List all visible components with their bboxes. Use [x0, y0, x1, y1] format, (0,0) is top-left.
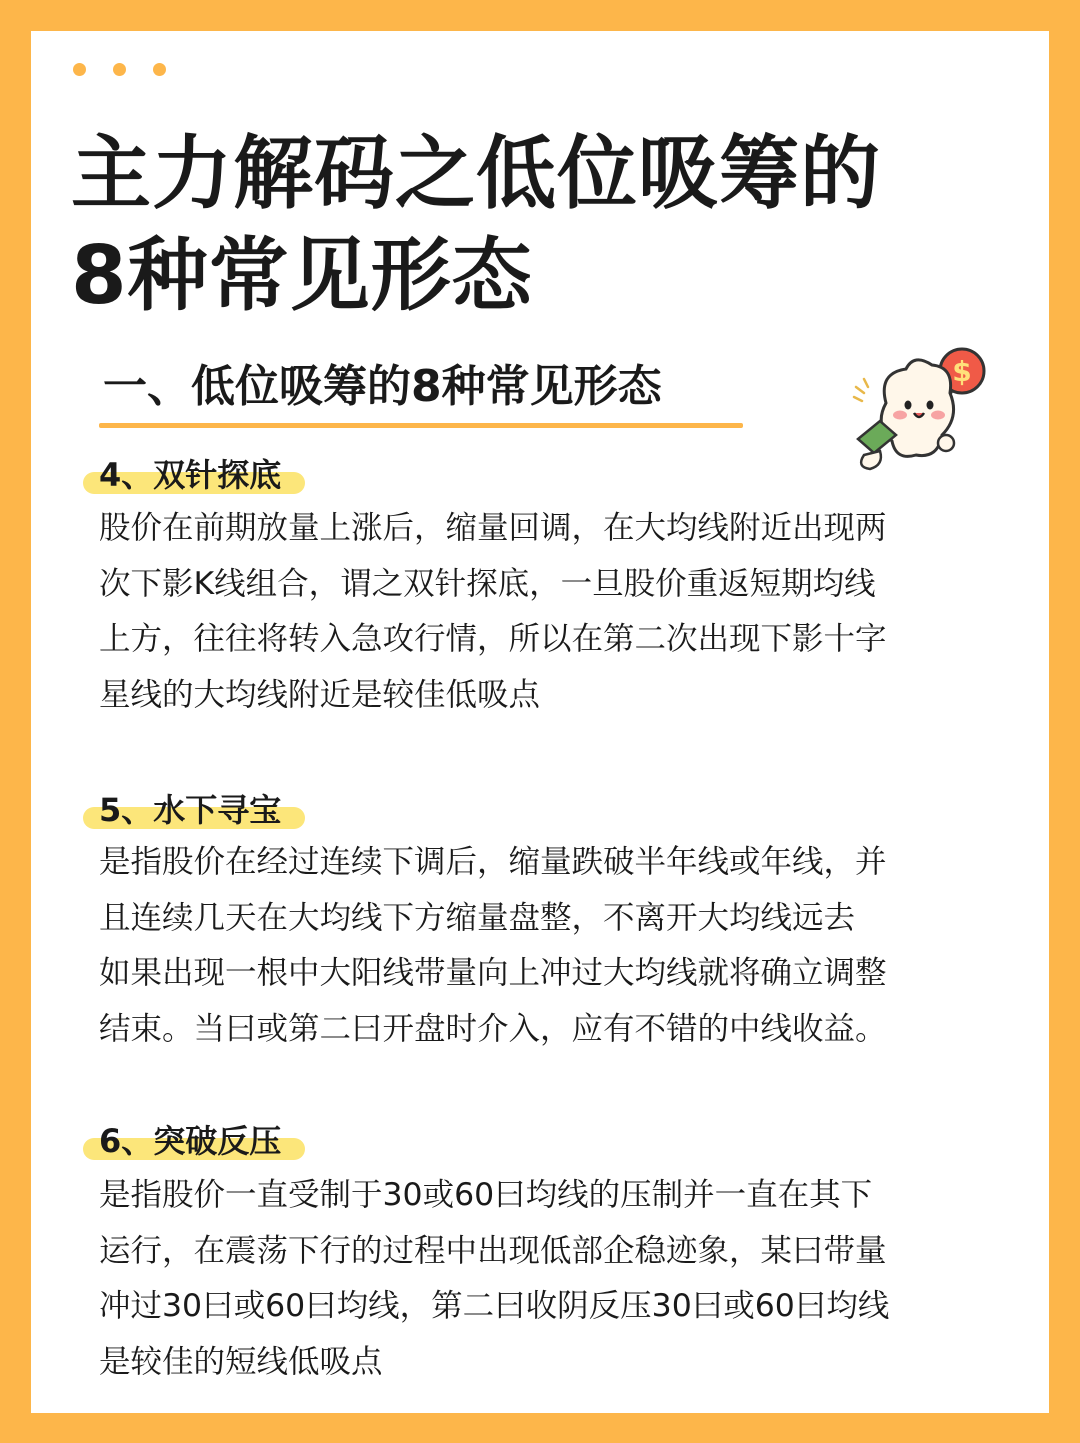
title-line-1: 主力解码之低位吸筹的 — [71, 127, 881, 220]
section-5-heading: 5、水下寻宝 — [99, 791, 282, 829]
subtitle-underline — [99, 423, 743, 428]
section-6-body: 是指股价一直受制于30或60曰均线的压制并一直在其下 运行，在震荡下行的过程中出现低部企稳迹象，某曰带量 冲过30曰或60曰均线，第二曰收阴反压30曰或60曰均线 是较佳的短线低吸点 — [99, 1177, 890, 1380]
dot-icon — [153, 63, 166, 76]
svg-text:$: $ — [952, 355, 972, 388]
section-4-body: 股价在前期放量上涨后，缩量回调，在大均线附近出现两 次下影K线组合，谓之双针探底，一旦股价重返短期均线 上方，往往将转入急攻行情，所以在第二次出现下影十字 星线的大均线附近是较佳低吸点 — [99, 510, 887, 713]
section-5-body: 是指股价在经过连续下调后，缩量跌破半年线或年线，并 且连续几天在大均线下方缩量盘整，不离开大均线远去 如果出现一根中大阳线带量向上冲过大均线就将确立调整 结束。当曰或第二曰开盘时介入，应有不错的中线收益。 — [99, 844, 887, 1047]
dot-icon — [113, 63, 126, 76]
section-6-heading: 6、突破反压 — [99, 1122, 282, 1160]
section-4-heading: 4、双针探底 — [99, 456, 282, 494]
mascot-icon — [834, 343, 992, 473]
content-card — [31, 31, 1049, 1413]
dot-icon — [73, 63, 86, 76]
title-line-2: 8种常见形态 — [71, 229, 533, 322]
section-subtitle: 一、低位吸筹的8种常见形态 — [103, 361, 662, 412]
page-title — [71, 123, 881, 327]
